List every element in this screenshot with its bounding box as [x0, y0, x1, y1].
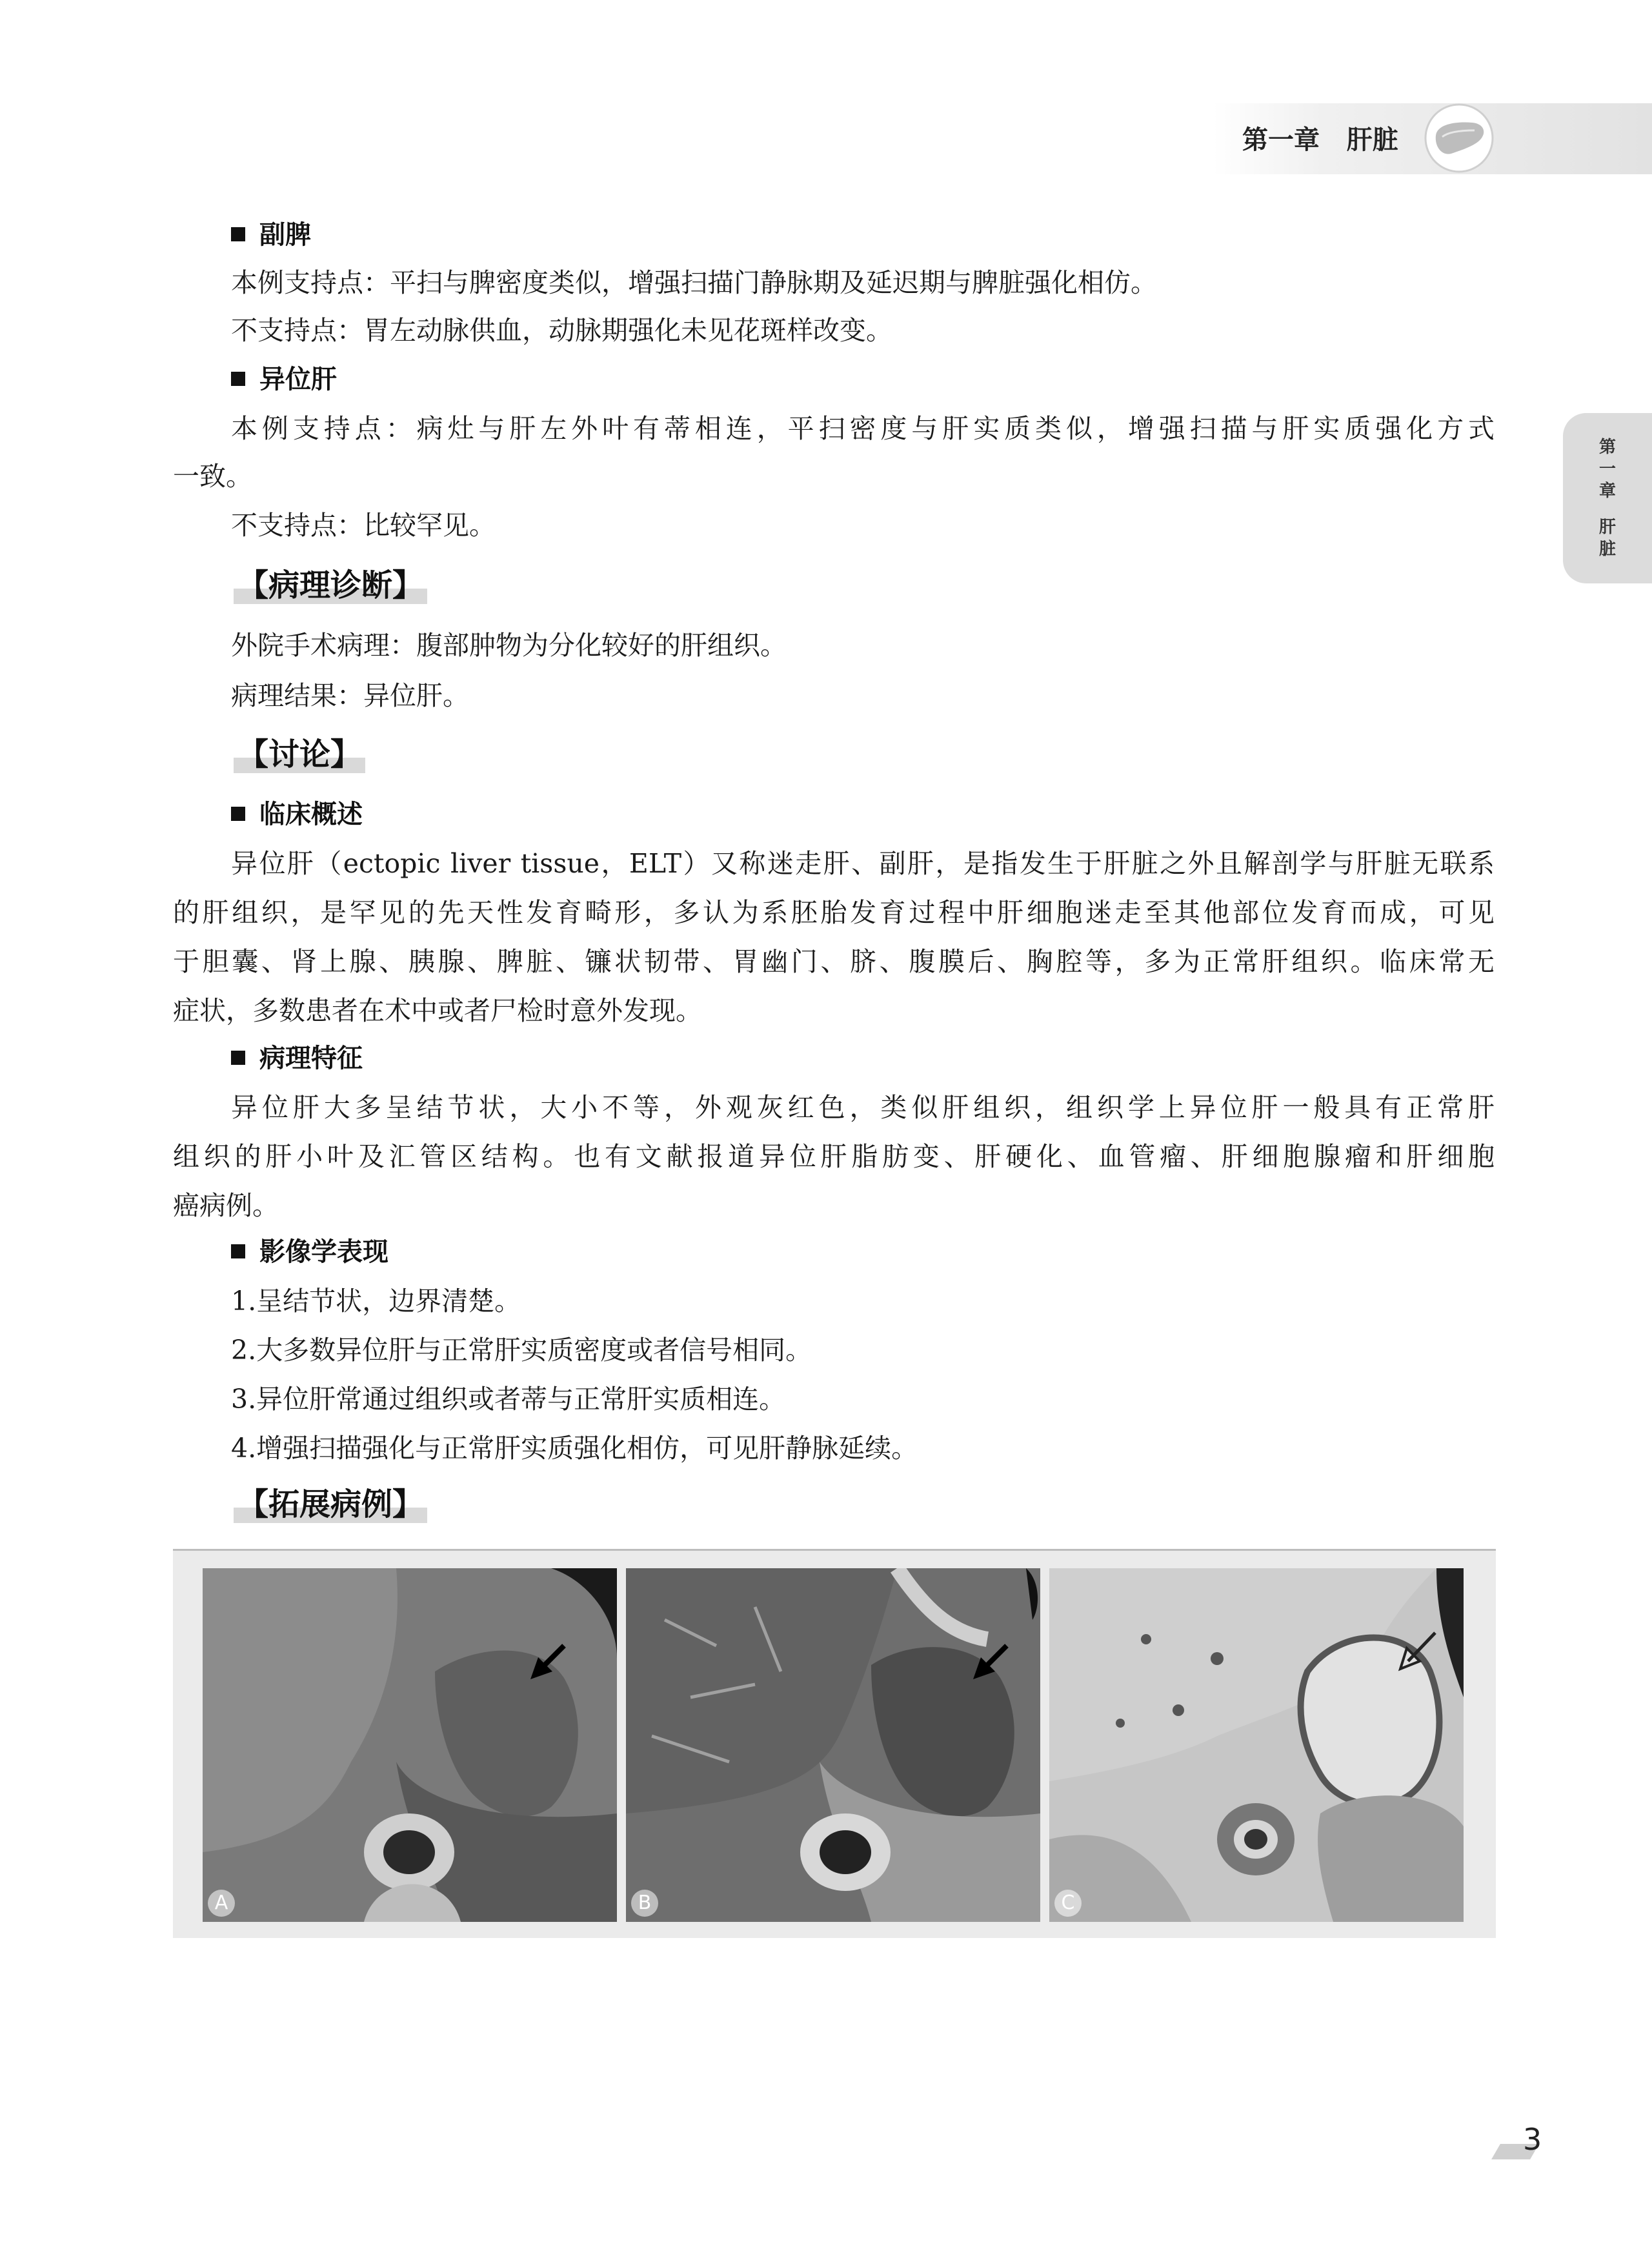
side-tab-char: 第	[1598, 438, 1616, 457]
subheading-clinical: 临床概述	[231, 795, 363, 834]
paragraph-line: 本例支持点：平扫与脾密度类似，增强扫描门静脉期及延迟期与脾脏强化相仿。	[231, 267, 1157, 298]
liver-icon	[1423, 102, 1495, 174]
side-tab-char: 一	[1598, 460, 1616, 479]
side-tab-char: 脏	[1598, 540, 1616, 559]
section-heading-extended-cases: 【拓展病例】	[234, 1482, 427, 1527]
paragraph-line: 本例支持点：病灶与肝左外叶有蒂相连，平扫密度与肝实质类似，增强扫描与肝实质强化方式	[231, 413, 1495, 444]
header-title: 肝脏	[1346, 125, 1398, 155]
panel-label: B	[631, 1890, 658, 1917]
list-item: 3.异位肝常通过组织或者蒂与正常肝实质相连。	[231, 1384, 786, 1415]
header-chapter: 第一章	[1242, 125, 1320, 155]
paragraph-line: 于胆囊、肾上腺、胰腺、脾脏、镰状韧带、胃幽门、脐、腹膜后、胸腔等，多为正常肝组织。临床常无	[173, 946, 1495, 977]
side-tab-char: 肝	[1598, 518, 1616, 537]
panel-label: A	[208, 1890, 235, 1917]
paragraph-line: 外院手术病理：腹部肿物为分化较好的肝组织。	[231, 630, 787, 661]
subheading-fupi: 副脾	[231, 216, 311, 254]
subheading-pathology-features: 病理特征	[231, 1039, 363, 1078]
mri-panel-a[interactable]	[203, 1568, 617, 1922]
page-number: 3	[1523, 2122, 1542, 2157]
list-item: 1.呈结节状，边界清楚。	[231, 1286, 521, 1317]
mri-panel-b[interactable]	[626, 1568, 1040, 1922]
chapter-side-tab[interactable]	[1563, 413, 1652, 583]
panel-label: C	[1054, 1890, 1082, 1917]
section-heading-discussion: 【讨论】	[234, 732, 365, 777]
paragraph-line: 不支持点：比较罕见。	[231, 510, 496, 541]
mri-panel-c[interactable]	[1049, 1568, 1464, 1922]
section-heading-pathology: 【病理诊断】	[234, 563, 427, 608]
subheading-imaging: 影像学表现	[231, 1233, 388, 1271]
paragraph-line: 的肝组织，是罕见的先天性发育畸形，多认为系胚胎发育过程中肝细胞迷走至其他部位发育而成，可见	[173, 897, 1495, 928]
paragraph-line: 组织的肝小叶及汇管区结构。也有文献报道异位肝脂肪变、肝硬化、血管瘤、肝细胞腺瘤和肝细胞	[173, 1141, 1495, 1172]
paragraph-line: 癌病例。	[173, 1190, 279, 1221]
paragraph-line: 病理结果：异位肝。	[231, 680, 469, 711]
paragraph-line: 异位肝大多呈结节状，大小不等，外观灰红色，类似肝组织，组织学上异位肝一般具有正常肝	[231, 1092, 1495, 1123]
paragraph-line: 一致。	[173, 461, 252, 492]
list-item: 4.增强扫描强化与正常肝实质强化相仿，可见肝静脉延续。	[231, 1433, 918, 1464]
running-header	[1242, 117, 1398, 163]
subheading-ywg: 异位肝	[231, 360, 337, 399]
paragraph-line: 症状，多数患者在术中或者尸检时意外发现。	[173, 995, 702, 1026]
paragraph-line: 不支持点：胃左动脉供血，动脉期强化未见花斑样改变。	[231, 315, 892, 346]
side-tab-char: 章	[1598, 481, 1616, 501]
paragraph-line: 异位肝（ectopic liver tissue，ELT）又称迷走肝、副肝，是指发生于肝脏之外且解剖学与肝脏无联系	[231, 848, 1495, 879]
list-item: 2.大多数异位肝与正常肝实质密度或者信号相同。	[231, 1335, 812, 1366]
